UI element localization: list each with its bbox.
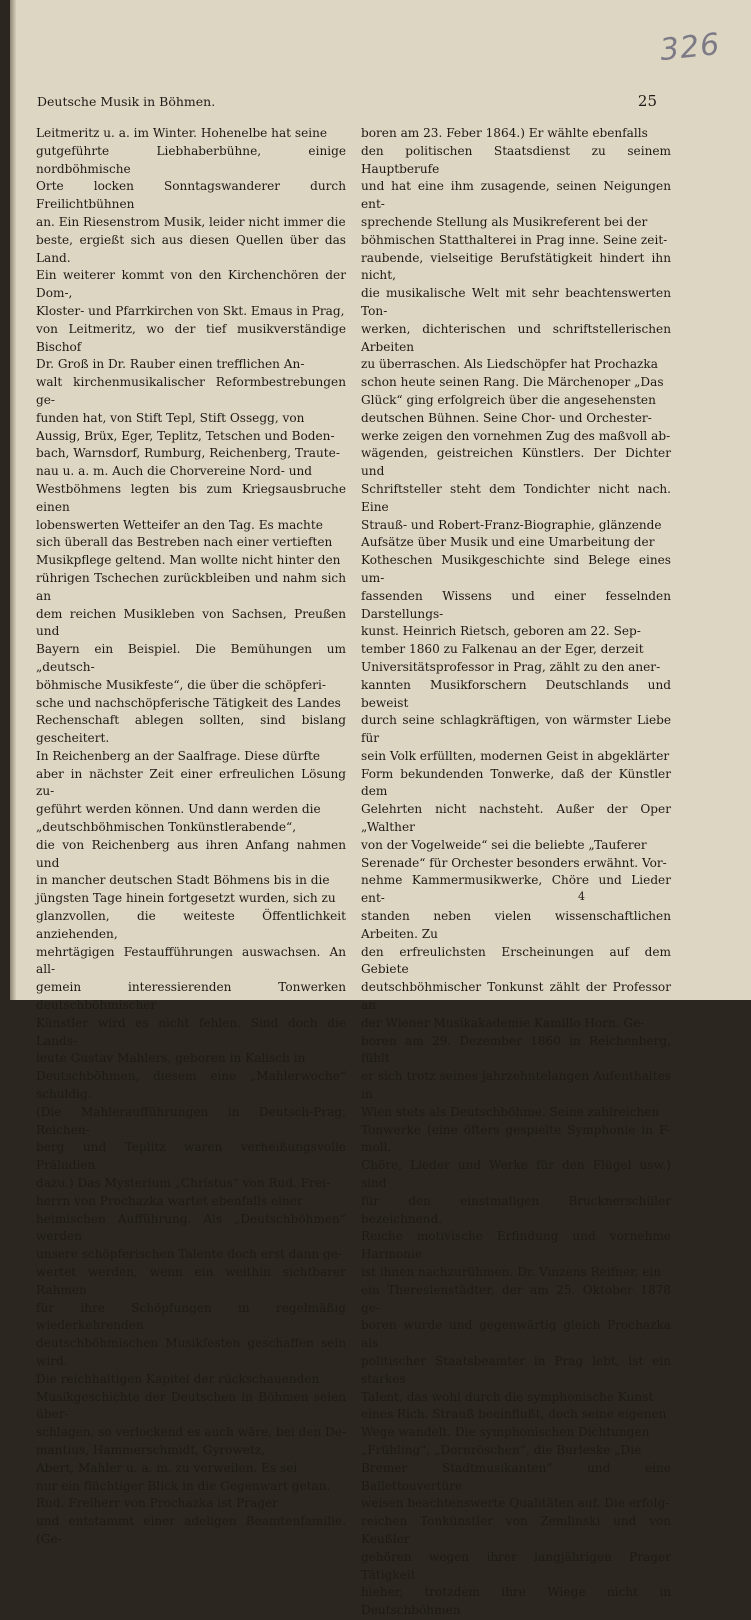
text-column-right: boren am 23. Feber 1864.) Er wählte ebenfalls den politischen Staatsdienst zu seinem Hauptberufe und hat eine ihm zusagende, seinen Neigungen ent- sprechende Stellung als Musikreferent bei der böhmischen Statthalterei in Prag inne. Seine zeit- raubende, vielseitige Berufstätigkeit hindert ihn nicht, die musikalische Welt mit sehr beachtenswerten Ton- werken, dichterischen und schriftstellerischen Arbeiten zu überraschen. Als Liedschöpfer hat Prochazka schon heute seinen Rang. Die Märchenoper „Das Glück“ ging erfolgreich über die angesehensten deutschen Bühnen. Seine Chor- und Orchester- werke zeigen den vornehmen Zug des maßvoll ab- wägenden, geistreichen Künstlers. Der Dichter und Schriftsteller steht dem Tondichter nicht nach. Eine Strauß- und Robert-Franz-Biographie, glänzende Aufsätze über Musik und eine Umarbeitung der Kotheschen Musikgeschichte sind Belege eines um- fassenden Wissens und einer fesselnden Darstellungs- kunst. Heinrich Rietsch, geboren am 22. Sep- tember 1860 zu Falkenau an der Eger, derzeit Universitätsprofessor in Prag, zählt zu den aner- kannten Musikforschern Deutschlands und beweist durch seine schlagkräftigen, von wärmster Liebe für sein Volk erfüllten, modernen Geist in abgeklärter Form bekundenden Tonwerke, daß der Künstler dem Gelehrten nicht nachsteht. Außer der Oper „Walther von der Vogelweide“ sei die beliebte „Tauferer Serenade“ für Orchester besonders erwähnt. Vor- nehme Kammermusikwerke, Chöre und Lieder ent- standen neben vielen wissenschaftlichen Arbeiten. Zu den erfreulichsten Erscheinungen auf dem Gebiete deutschböhmischer Tonkunst zählt der Professor an der Wiener Musikakademie Kamillo Horn. Ge- boren am 29. Dezember 1860 in Reichenberg, fühlt er sich trotz seines jahrzehntelangen Aufenthaltes in Wien stets als Deutschböhme. Seine zahlreichen Tonwerke (eine öfters gespielte Symphonie in F-moll, Chöre, Lieder und Werke für den Flügel usw.) sind für den einstmaligen Brucknerschüler bezeichnend. Reiche motivische Erfindung und vornehme Harmonie ist ihnen nachzurühmen. Dr. Vinzens Reifner, ein ein Theresienstädter, der am 25. Oktober 1878 ge- boren wurde und gegenwärtig gleich Prochazka als politischer Staatsbeamter in Prag lebt, ist ein starkes Talent, das wohl durch die symphonische Kunst eines Rich. Strauß beeinflußt, doch seine eigenen Wege wandelt. Die symphonischen Dichtungen „Frühling“, „Dornröschen“, die Burleske „Die Bremer Stadtmusikanten“ und eine Ballettouvertüre weisen beachtenswerte Qualitäten auf. Die erfolg- reichen Tonkünstler von Zemlinski und von Keußler gehören wegen ihrer langjährigen Prager Tätigkeit hieher, trotzdem ihre Wiege nicht in Deutschböhmen bbox=[361, 126, 671, 1618]
handwritten-page-note: 326 bbox=[658, 26, 722, 69]
signature-mark: 4 bbox=[578, 890, 585, 903]
page-number: 25 bbox=[637, 92, 657, 110]
running-title: Deutsche Musik in Böhmen. bbox=[37, 94, 216, 109]
text-column-left: Leitmeritz u. a. im Winter. Hohenelbe hat seine gutgeführte Liebhaberbühne, einige nordböhmische Orte locken Sonntagswanderer durch Freilichtbühnen an. Ein Riesenstrom Musik, leider nicht immer die beste, ergießt sich aus diesen Quellen über das Land. Ein weiterer kommt von den Kirchenchören der Dom-, Kloster- und Pfarrkirchen von Skt. Emaus in Prag, von Leitmeritz, wo der tief musikverständige Bischof Dr. Groß in Dr. Rauber einen trefflichen An- walt kirchenmusikalischer Reformbestrebungen ge- funden hat, von Stift Tepl, Stift Ossegg, von Aussig, Brüx, Eger, Teplitz, Tetschen und Boden- bach, Warnsdorf, Rumburg, Reichenberg, Traute- nau u. a. m. Auch die Chorvereine Nord- und Westböhmens legten bis zum Kriegsausbruche einen lobenswerten Wetteifer an den Tag. Es machte sich überall das Bestreben nach einer vertieften Musikpflege geltend. Man wollte nicht hinter den rührigen Tschechen zurückbleiben und nahm sich an dem reichen Musikleben von Sachsen, Preußen und Bayern ein Beispiel. Die Bemühungen um „deutsch- böhmische Musikfeste“, die über die schöpferi- sche und nachschöpferische Tätigkeit des Landes Rechenschaft ablegen sollten, sind bislang gescheitert. In Reichenberg an der Saalfrage. Diese dürfte aber in nächster Zeit einer erfreulichen Lösung zu- geführt werden können. Und dann werden die „deutschböhmischen Tonkünstlerabende“, die von Reichenberg aus ihren Anfang nahmen und in mancher deutschen Stadt Böhmens bis in die jüngsten Tage hinein fortgesetzt wurden, sich zu glanzvollen, die weiteste Öffentlichkeit anziehenden, mehrtägigen Festaufführungen auswachsen. An all- gemein interessierenden Tonwerken deutschböhmischer Künstler wird es nicht fehlen. Sind doch die Lands- leute Gustav Mahlers, geboren in Kalisch in Deutschböhmen, diesem eine „Mahlerwoche“ schuldig. (Die Mahleraufführungen in Deutsch-Prag, Reichen- berg und Teplitz waren verheißungsvolle Präludien dazu.) Das Mysterium „Christus“ von Rud. Frei- herrn von Prochazka wartet ebenfalls einer heimischen Aufführung. Als „Deutschböhmen“ werden unsere schöpferischen Talente doch erst dann ge- wertet werden, wenn ein weithin sichtbarer Rahmen für ihre Schöpfungen in regelmäßig wiederkehrenden deutschböhmischen Musikfesten geschaffen sein wird. Die reichhaltigen Kapitel der rückschauenden Musikgeschichte der Deutschen in Böhmen seien über- schlagen, so verlockend es auch wäre, bei den De- mantius, Hammerschmidt, Gyrowetz, Abert, Mahler u. a. m. zu verweilen. Es sei nur ein flüchtiger Blick in die Gegenwart getan. Rud. Freiherr von Prochazka ist Prager und entstammt einer adeligen Beamtenfamilie. (Ge- bbox=[36, 126, 346, 1546]
page-header bbox=[37, 92, 657, 114]
document-page bbox=[10, 0, 751, 1618]
page-edge bbox=[10, 0, 16, 1000]
